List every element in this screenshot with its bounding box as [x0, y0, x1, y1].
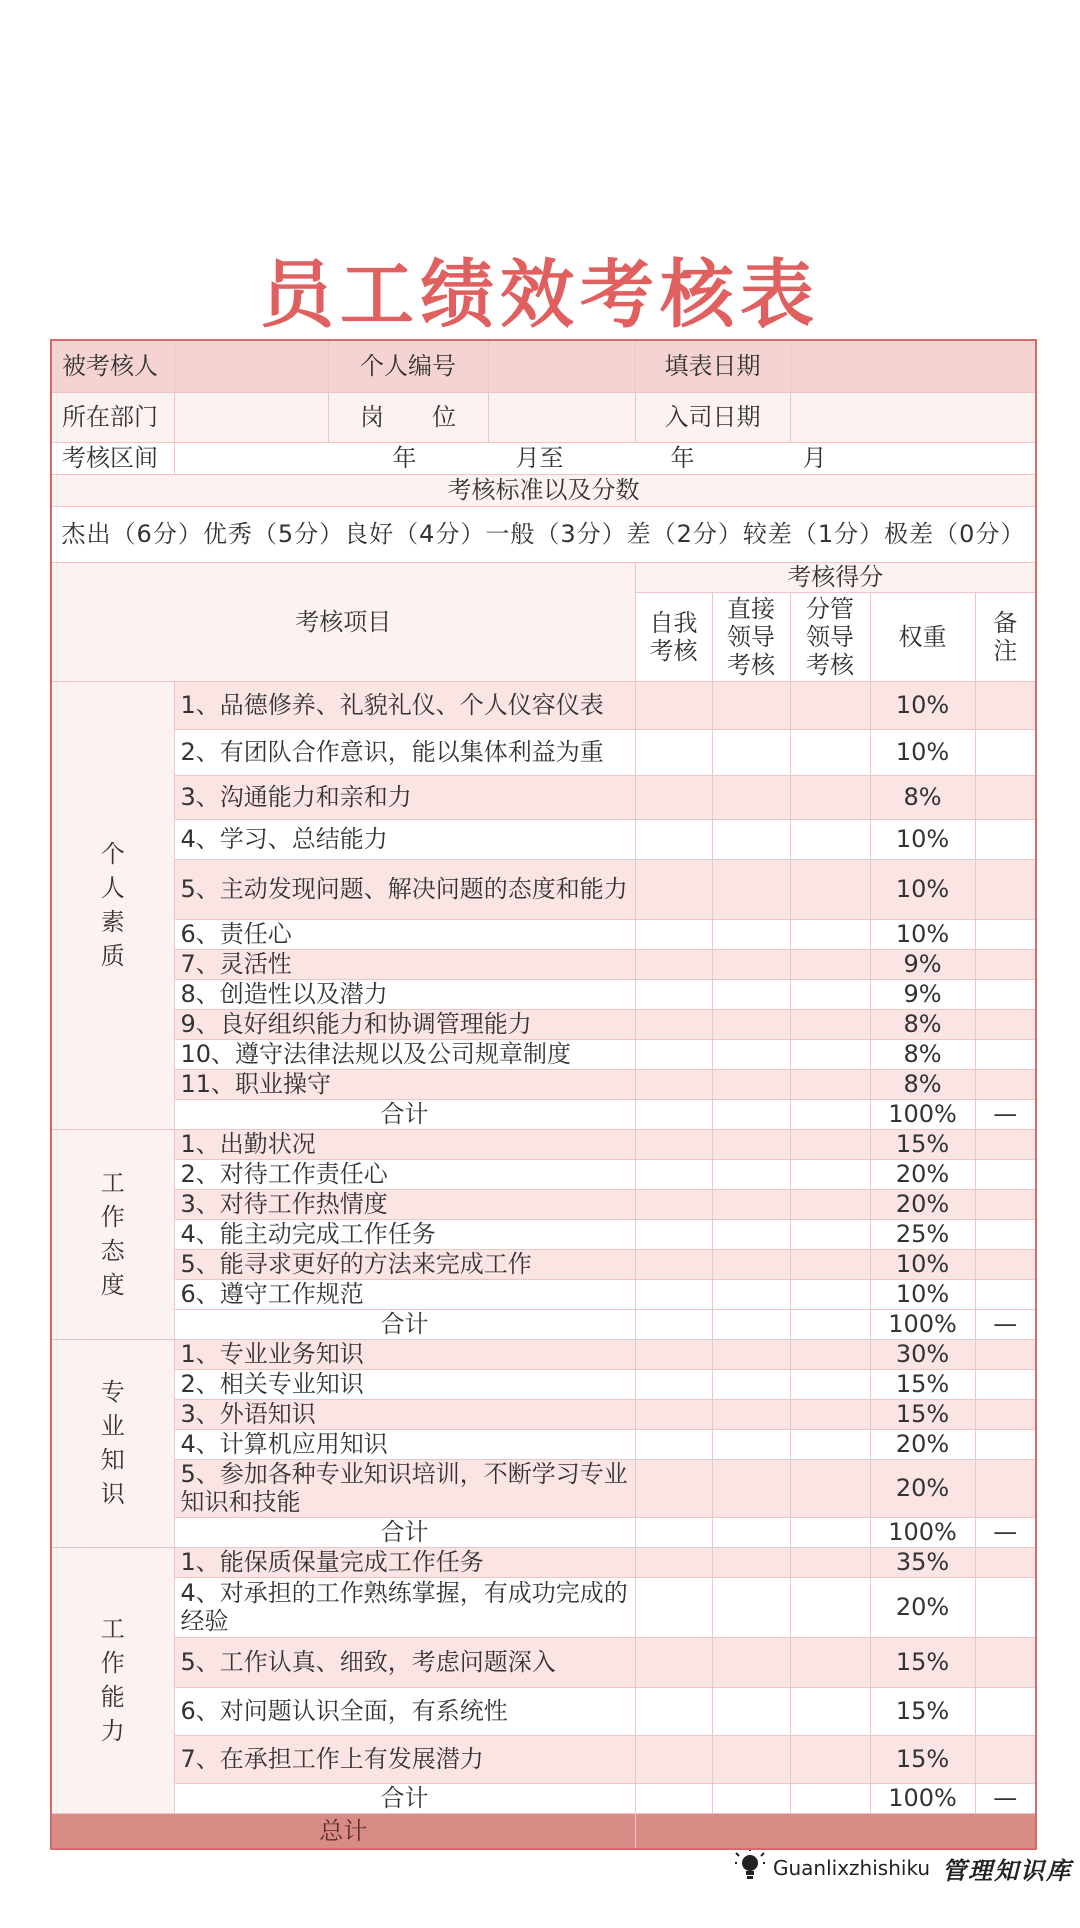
section-name: 工作态度 [100, 1169, 125, 1299]
weight-cell: 15% [870, 1637, 975, 1687]
period-year-1: 年 [392, 444, 417, 472]
subtotal-direct[interactable] [712, 1099, 790, 1129]
self-score-cell[interactable] [635, 1547, 712, 1577]
section-label [51, 681, 174, 1129]
branch-score-cell[interactable] [790, 1547, 870, 1577]
item-text: 5、参加各种专业知识培训，不断学习专业知识和技能 [174, 1459, 635, 1517]
direct-score-cell[interactable] [712, 681, 790, 729]
grand-total-row [51, 1813, 1036, 1849]
branch-score-cell[interactable] [790, 1069, 870, 1099]
table-row [51, 1577, 1036, 1637]
remark-cell[interactable] [975, 1039, 1036, 1069]
item-text: 4、学习、总结能力 [174, 819, 635, 859]
weight-cell: 8% [870, 1069, 975, 1099]
table-row [51, 1429, 1036, 1459]
subtotal-direct[interactable] [712, 1517, 790, 1547]
branch-score-cell[interactable] [790, 1129, 870, 1159]
branch-score-cell[interactable] [790, 1429, 870, 1459]
table-row [51, 681, 1036, 729]
subtotal-row [51, 1099, 1036, 1129]
branch-score-cell[interactable] [790, 979, 870, 1009]
weight-cell: 30% [870, 1339, 975, 1369]
weight-cell: 15% [870, 1369, 975, 1399]
self-score-header [635, 592, 712, 681]
weight-cell: 8% [870, 1009, 975, 1039]
remark-header [975, 592, 1036, 681]
self-score-cell[interactable] [635, 1189, 712, 1219]
weight-cell: 10% [870, 1279, 975, 1309]
direct-score-cell[interactable] [712, 979, 790, 1009]
self-score-cell[interactable] [635, 1249, 712, 1279]
weight-cell: 20% [870, 1577, 975, 1637]
subtotal-self[interactable] [635, 1783, 712, 1813]
item-text: 3、对待工作热情度 [174, 1189, 635, 1219]
direct-score-cell[interactable] [712, 1429, 790, 1459]
branch-score-cell[interactable] [790, 1399, 870, 1429]
weight-cell: 9% [870, 949, 975, 979]
direct-leader-header [712, 592, 790, 681]
table-row [51, 919, 1036, 949]
table-row [51, 1129, 1036, 1159]
direct-score-cell[interactable] [712, 1399, 790, 1429]
self-score-cell[interactable] [635, 681, 712, 729]
direct-score-cell[interactable] [712, 1735, 790, 1783]
branch-score-cell[interactable] [790, 1637, 870, 1687]
item-column-header: 考核项目 [51, 562, 635, 681]
remark-cell[interactable] [975, 1547, 1036, 1577]
self-score-cell[interactable] [635, 979, 712, 1009]
item-text: 1、品德修养、礼貌礼仪、个人仪容仪表 [174, 681, 635, 729]
item-text: 6、责任心 [174, 919, 635, 949]
self-score-cell[interactable] [635, 1339, 712, 1369]
remark-cell[interactable] [975, 1429, 1036, 1459]
subtotal-weight: 100% [870, 1517, 975, 1547]
item-text: 6、对问题认识全面，有系统性 [174, 1687, 635, 1735]
period-month-2: 月 [802, 444, 827, 472]
branch-score-cell[interactable] [790, 1039, 870, 1069]
column-header-row-1 [51, 562, 1036, 592]
branch-score-cell[interactable] [790, 1339, 870, 1369]
weight-cell: 20% [870, 1189, 975, 1219]
weight-cell: 10% [870, 859, 975, 919]
self-score-cell[interactable] [635, 1219, 712, 1249]
position-label: 岗 位 [328, 392, 488, 442]
weight-cell: 9% [870, 979, 975, 1009]
table-row [51, 1189, 1036, 1219]
join-date-label: 入司日期 [635, 392, 790, 442]
weight-cell: 8% [870, 775, 975, 819]
subtotal-row [51, 1783, 1036, 1813]
self-score-cell[interactable] [635, 1577, 712, 1637]
subtotal-label: 合计 [174, 1517, 635, 1547]
remark-cell[interactable] [975, 1159, 1036, 1189]
section-label [51, 1339, 174, 1547]
table-body [51, 340, 1036, 1849]
self-score-cell[interactable] [635, 1039, 712, 1069]
weight-cell: 20% [870, 1159, 975, 1189]
table-row [51, 949, 1036, 979]
remark-cell[interactable] [975, 1577, 1036, 1637]
remark-header-text: 备注 [993, 608, 1018, 665]
item-text: 5、主动发现问题、解决问题的态度和能力 [174, 859, 635, 919]
subtotal-branch[interactable] [790, 1783, 870, 1813]
item-text: 8、创造性以及潜力 [174, 979, 635, 1009]
remark-cell[interactable] [975, 1009, 1036, 1039]
self-score-cell[interactable] [635, 1279, 712, 1309]
remark-cell[interactable] [975, 1369, 1036, 1399]
remark-cell[interactable] [975, 1687, 1036, 1735]
table-row [51, 1009, 1036, 1039]
item-text: 7、灵活性 [174, 949, 635, 979]
remark-cell[interactable] [975, 1069, 1036, 1099]
weight-cell: 10% [870, 681, 975, 729]
direct-score-cell[interactable] [712, 1069, 790, 1099]
subtotal-label: 合计 [174, 1099, 635, 1129]
subtotal-direct[interactable] [712, 1309, 790, 1339]
grand-total-label: 总计 [51, 1813, 635, 1849]
remark-cell[interactable] [975, 1249, 1036, 1279]
section-name: 专业知识 [100, 1378, 125, 1508]
branch-score-cell[interactable] [790, 1159, 870, 1189]
table-row [51, 1369, 1036, 1399]
branch-score-cell[interactable] [790, 1687, 870, 1735]
subtotal-self[interactable] [635, 1099, 712, 1129]
fill-date-label: 填表日期 [635, 340, 790, 392]
branch-score-cell[interactable] [790, 1577, 870, 1637]
direct-score-cell[interactable] [712, 1129, 790, 1159]
direct-score-cell[interactable] [712, 1159, 790, 1189]
branch-score-cell[interactable] [790, 1189, 870, 1219]
table-row [51, 1547, 1036, 1577]
remark-cell[interactable] [975, 919, 1036, 949]
remark-cell[interactable] [975, 775, 1036, 819]
item-text: 5、能寻求更好的方法来完成工作 [174, 1249, 635, 1279]
period-label: 考核区间 [51, 442, 174, 474]
watermark-en: Guanlixzhishiku [773, 1856, 931, 1880]
weight-cell: 15% [870, 1129, 975, 1159]
branch-score-cell[interactable] [790, 1279, 870, 1309]
branch-score-cell[interactable] [790, 1249, 870, 1279]
subtotal-direct[interactable] [712, 1783, 790, 1813]
subtotal-remark: — [975, 1309, 1036, 1339]
self-score-cell[interactable] [635, 919, 712, 949]
branch-score-cell[interactable] [790, 1735, 870, 1783]
branch-score-cell[interactable] [790, 729, 870, 775]
direct-score-cell[interactable] [712, 1039, 790, 1069]
department-input[interactable] [174, 392, 328, 442]
weight-header: 权重 [870, 592, 975, 681]
subtotal-self[interactable] [635, 1309, 712, 1339]
header-row-2 [51, 392, 1036, 442]
direct-score-cell[interactable] [712, 1637, 790, 1687]
item-text: 11、职业操守 [174, 1069, 635, 1099]
subtotal-weight: 100% [870, 1783, 975, 1813]
weight-cell: 8% [870, 1039, 975, 1069]
table-row [51, 1279, 1036, 1309]
self-score-cell[interactable] [635, 729, 712, 775]
table-row [51, 859, 1036, 919]
watermark-cn: 管理知识库 [942, 1856, 1073, 1885]
branch-score-cell[interactable] [790, 919, 870, 949]
direct-score-cell[interactable] [712, 1369, 790, 1399]
self-score-cell[interactable] [635, 1735, 712, 1783]
branch-leader-header-text: 分管领导考核 [806, 594, 854, 679]
personal-no-input[interactable] [488, 340, 635, 392]
item-text: 1、能保质保量完成工作任务 [174, 1547, 635, 1577]
appraisal-table [50, 339, 1037, 1850]
subtotal-remark: — [975, 1099, 1036, 1129]
direct-score-cell[interactable] [712, 775, 790, 819]
table-row [51, 1735, 1036, 1783]
period-input[interactable] [174, 442, 1036, 474]
subtotal-row [51, 1309, 1036, 1339]
period-year-2: 年 [670, 444, 695, 472]
self-score-cell[interactable] [635, 1069, 712, 1099]
self-score-cell[interactable] [635, 819, 712, 859]
item-text: 3、沟通能力和亲和力 [174, 775, 635, 819]
self-score-header-text: 自我考核 [649, 608, 698, 665]
period-month-to: 月至 [515, 444, 564, 472]
remark-cell[interactable] [975, 859, 1036, 919]
remark-cell[interactable] [975, 1399, 1036, 1429]
subtotal-branch[interactable] [790, 1309, 870, 1339]
direct-score-cell[interactable] [712, 919, 790, 949]
table-row [51, 1339, 1036, 1369]
period-row [51, 442, 1036, 474]
subtotal-label: 合计 [174, 1309, 635, 1339]
item-text: 1、出勤状况 [174, 1129, 635, 1159]
weight-cell: 10% [870, 919, 975, 949]
item-text: 10、遵守法律法规以及公司规章制度 [174, 1039, 635, 1069]
standards-title-row [51, 474, 1036, 506]
weight-cell: 10% [870, 729, 975, 775]
examinee-input[interactable] [174, 340, 328, 392]
direct-score-cell[interactable] [712, 1547, 790, 1577]
standards-text-row [51, 506, 1036, 562]
weight-cell: 25% [870, 1219, 975, 1249]
weight-cell: 10% [870, 1249, 975, 1279]
branch-score-cell[interactable] [790, 1459, 870, 1517]
direct-score-cell[interactable] [712, 859, 790, 919]
join-date-input[interactable] [790, 392, 1036, 442]
table-row [51, 1069, 1036, 1099]
branch-score-cell[interactable] [790, 1219, 870, 1249]
remark-cell[interactable] [975, 729, 1036, 775]
direct-score-cell[interactable] [712, 1219, 790, 1249]
subtotal-weight: 100% [870, 1309, 975, 1339]
direct-score-cell[interactable] [712, 1577, 790, 1637]
table-row [51, 1459, 1036, 1517]
remark-cell[interactable] [975, 1339, 1036, 1369]
section-label [51, 1129, 174, 1339]
self-score-cell[interactable] [635, 1369, 712, 1399]
item-text: 4、能主动完成工作任务 [174, 1219, 635, 1249]
item-text: 2、有团队合作意识，能以集体利益为重 [174, 729, 635, 775]
personal-no-label: 个人编号 [328, 340, 488, 392]
table-row [51, 1249, 1036, 1279]
remark-cell[interactable] [975, 681, 1036, 729]
direct-score-cell[interactable] [712, 949, 790, 979]
branch-score-cell[interactable] [790, 949, 870, 979]
self-score-cell[interactable] [635, 1459, 712, 1517]
watermark [735, 1848, 1072, 1888]
self-score-cell[interactable] [635, 1009, 712, 1039]
remark-cell[interactable] [975, 1219, 1036, 1249]
direct-score-cell[interactable] [712, 1687, 790, 1735]
self-score-cell[interactable] [635, 1687, 712, 1735]
item-text: 1、专业业务知识 [174, 1339, 635, 1369]
branch-score-cell[interactable] [790, 681, 870, 729]
remark-cell[interactable] [975, 1129, 1036, 1159]
subtotal-row [51, 1517, 1036, 1547]
item-text: 9、良好组织能力和协调管理能力 [174, 1009, 635, 1039]
weight-cell: 10% [870, 819, 975, 859]
self-score-cell[interactable] [635, 1637, 712, 1687]
item-text: 2、相关专业知识 [174, 1369, 635, 1399]
item-text: 4、计算机应用知识 [174, 1429, 635, 1459]
item-text: 5、工作认真、细致，考虑问题深入 [174, 1637, 635, 1687]
weight-cell: 20% [870, 1429, 975, 1459]
item-text: 4、对承担的工作熟练掌握，有成功完成的经验 [174, 1577, 635, 1637]
weight-cell: 15% [870, 1399, 975, 1429]
weight-cell: 15% [870, 1687, 975, 1735]
table-row [51, 1399, 1036, 1429]
subtotal-label: 合计 [174, 1783, 635, 1813]
direct-score-cell[interactable] [712, 729, 790, 775]
remark-cell[interactable] [975, 1459, 1036, 1517]
page-title: 员工绩效考核表 [260, 252, 820, 338]
branch-score-cell[interactable] [790, 1369, 870, 1399]
self-score-cell[interactable] [635, 1159, 712, 1189]
table-row [51, 1159, 1036, 1189]
item-text: 3、外语知识 [174, 1399, 635, 1429]
direct-score-cell[interactable] [712, 1009, 790, 1039]
self-score-cell[interactable] [635, 949, 712, 979]
standards-title: 考核标准以及分数 [51, 474, 1036, 506]
item-text: 2、对待工作责任心 [174, 1159, 635, 1189]
remark-cell[interactable] [975, 1637, 1036, 1687]
self-score-cell[interactable] [635, 1399, 712, 1429]
remark-cell[interactable] [975, 1279, 1036, 1309]
branch-score-cell[interactable] [790, 819, 870, 859]
remark-cell[interactable] [975, 979, 1036, 1009]
direct-score-cell[interactable] [712, 1459, 790, 1517]
table-row [51, 819, 1036, 859]
branch-score-cell[interactable] [790, 859, 870, 919]
direct-score-cell[interactable] [712, 1339, 790, 1369]
weight-cell: 35% [870, 1547, 975, 1577]
table-row [51, 729, 1036, 775]
remark-cell[interactable] [975, 949, 1036, 979]
table-row [51, 775, 1036, 819]
self-score-cell[interactable] [635, 859, 712, 919]
lightbulb-icon [735, 1850, 765, 1886]
table-row [51, 1637, 1036, 1687]
table-row [51, 1687, 1036, 1735]
self-score-cell[interactable] [635, 775, 712, 819]
grand-total-value[interactable] [635, 1813, 1036, 1849]
section-label [51, 1547, 174, 1813]
position-input[interactable] [488, 392, 635, 442]
subtotal-self[interactable] [635, 1517, 712, 1547]
table-row [51, 1039, 1036, 1069]
self-score-cell[interactable] [635, 1129, 712, 1159]
remark-cell[interactable] [975, 819, 1036, 859]
section-name: 个人素质 [100, 840, 125, 970]
item-text: 6、遵守工作规范 [174, 1279, 635, 1309]
fill-date-input[interactable] [790, 340, 1036, 392]
subtotal-branch[interactable] [790, 1099, 870, 1129]
branch-score-cell[interactable] [790, 775, 870, 819]
table-row [51, 1219, 1036, 1249]
self-score-cell[interactable] [635, 1429, 712, 1459]
item-text: 7、在承担工作上有发展潜力 [174, 1735, 635, 1783]
direct-leader-header-text: 直接领导考核 [727, 594, 775, 679]
direct-score-cell[interactable] [712, 1249, 790, 1279]
examinee-label: 被考核人 [51, 340, 174, 392]
weight-cell: 20% [870, 1459, 975, 1517]
subtotal-remark: — [975, 1517, 1036, 1547]
header-row-1 [51, 340, 1036, 392]
subtotal-branch[interactable] [790, 1517, 870, 1547]
direct-score-cell[interactable] [712, 819, 790, 859]
weight-cell: 15% [870, 1735, 975, 1783]
branch-leader-header [790, 592, 870, 681]
subtotal-remark: — [975, 1783, 1036, 1813]
direct-score-cell[interactable] [712, 1189, 790, 1219]
direct-score-cell[interactable] [712, 1279, 790, 1309]
remark-cell[interactable] [975, 1735, 1036, 1783]
standards-text: 杰出（6分）优秀（5分）良好（4分）一般（3分）差（2分）较差（1分）极差（0分） [51, 506, 1036, 562]
branch-score-cell[interactable] [790, 1009, 870, 1039]
department-label: 所在部门 [51, 392, 174, 442]
subtotal-weight: 100% [870, 1099, 975, 1129]
section-name: 工作能力 [100, 1615, 125, 1745]
score-group-header: 考核得分 [635, 562, 1036, 592]
table-row [51, 979, 1036, 1009]
remark-cell[interactable] [975, 1189, 1036, 1219]
